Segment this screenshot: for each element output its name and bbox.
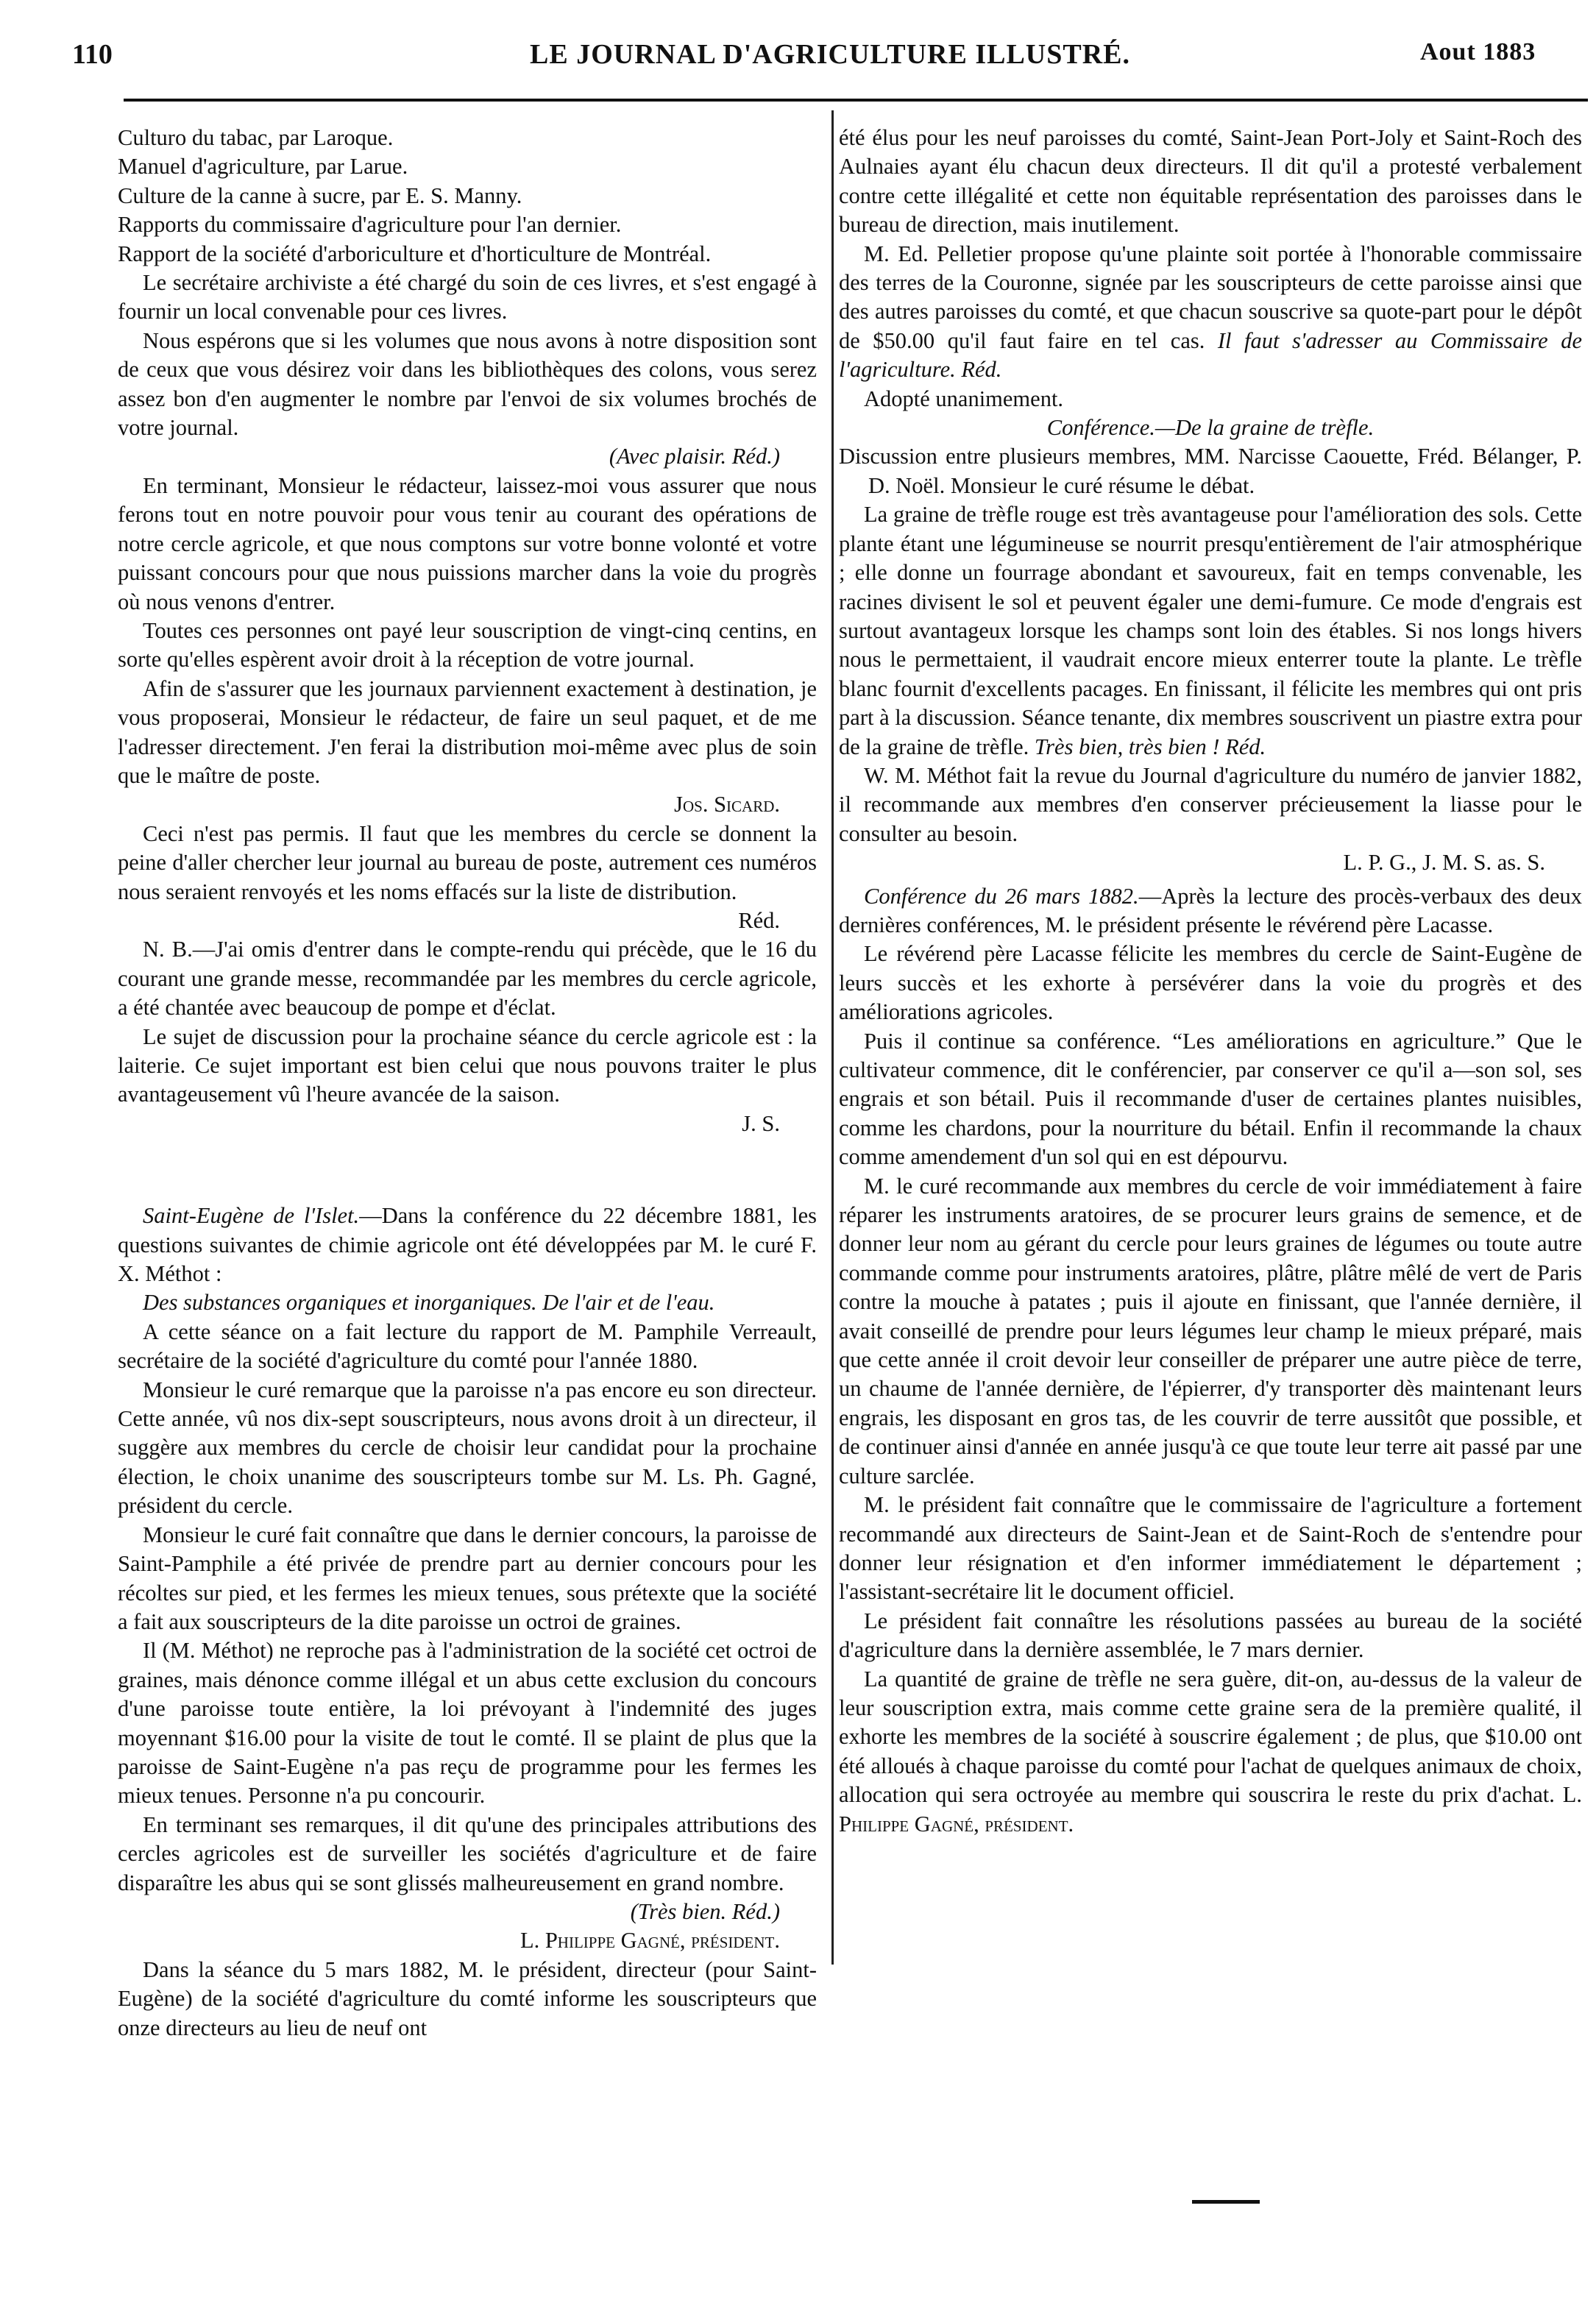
conference-title: Conférence du 26 mars 1882.: [864, 883, 1139, 909]
editor-reply: (Avec plaisir. Réd.): [609, 444, 780, 469]
editor-reply: (Très bien. Réd.): [630, 1898, 780, 1924]
editor-reply: Très bien, très bien ! Réd.: [1034, 734, 1266, 759]
left-column: [118, 124, 817, 2043]
signature: L. Philippe Gagné, président.: [519, 1928, 780, 1954]
paragraph: Ceci n'est pas permis. Il faut que les membres du cercle se donnent la peine d'aller chercher leur journal au bureau de poste, autrement ces numéros nous seraient renvoyés et les noms effacés sur la liste de distribution.: [118, 820, 817, 904]
paragraph: Afin de s'assurer que les journaux parviennent exactement à destination, je vous proposerai, Monsieur le rédacteur, de faire un seul paquet, et de me l'adresser directement. J'en ferai la distribution moi-même avec plus de soin que le maître de poste.: [118, 675, 817, 788]
section-title: Saint-Eugène de l'Islet.: [143, 1203, 360, 1229]
section-intro: Saint-Eugène de l'Islet.—Dans la conférence du 22 décembre 1881, les questions suivantes de chimie agricole ont été développées par M. le curé F. X. Méthot :: [118, 1203, 817, 1287]
topics: Des substances organiques et inorganiques. De l'air et de l'eau.: [143, 1290, 715, 1316]
paragraph: N. B.—J'ai omis d'entrer dans le compte-rendu qui précède, que le 16 du courant une grande messe, recommandée par les membres du cercle agricole, a été chantée avec beaucoup de pompe et d'éclat.: [118, 937, 817, 1021]
paragraph: Monsieur le curé fait connaître que dans le dernier concours, la paroisse de Saint-Pamphile a été privée de prendre part au dernier concours pour les récoltes sur pied, et les fermes les mieux tenues, sous prétexte que la société a fait aux souscripteurs de la dite paroisse un octroi de graines.: [118, 1522, 817, 1634]
conference-heading: Conférence.—De la graine de trèfle.: [1046, 415, 1375, 441]
signature: L. Philippe Gagné, président.: [839, 1782, 1582, 1837]
paragraph: Toutes ces personnes ont payé leur souscription de vingt-cinq centins, en sorte qu'elles espèrent avoir droit à la réception de votre journal.: [118, 617, 817, 673]
paragraph: En terminant ses remarques, il dit qu'une des principales attributions des cercles agricoles est de surveiller les sociétés d'agriculture et de faire disparaître les abus qui se sont glissés malheureusement en grand nombre.: [118, 1811, 817, 1895]
paragraph: été élus pour les neuf paroisses du comté, Saint-Jean Port-Joly et Saint-Roch des Aulnaies ayant élu chacun deux directeurs. Il dit qu'il a protesté verbalement contre cette illégalité et cette non équitable représentation des paroisses dans le bureau de direction, mais inutilement.: [839, 125, 1582, 238]
paragraph: A cette séance on a fait lecture du rapport de M. Pamphile Verreault, secrétaire de la société d'agriculture du comté pour l'année 1880.: [118, 1319, 817, 1374]
issue-date: Aout 1883: [1420, 38, 1536, 65]
paragraph: Il (M. Méthot) ne reproche pas à l'administration de la société cet octroi de graines, mais dénonce comme illégal et un abus cette exclusion du concours d'une paroisse toute entière, la loi prévoyant à l'indemnité des juges moyennant $16.00 pour la visite de tout le comté. Il se plaint de plus que la paroisse de Saint-Eugène n'a pas reçu de programme pour les fermes les mieux tenues. Personne n'a pu concourir.: [118, 1638, 817, 1809]
paragraph: La graine de trèfle rouge est très avantageuse pour l'amélioration des sols. Cette plante étant une légumineuse se nourrit presqu'entièrement de l'air atmosphérique ; elle donne un fourrage abondant et savoureux, fait en temps convenable, les racines divisent le sol et peuvent égaler une demi-fumure. Ce mode d'engrais est surtout avantageux lorsque les champs sont loin des étables. Si nos longs hivers nous le permettaient, il vaudrait encore mieux enterrer toute la plante. Le trèfle blanc fournit d'excellents pacages. En finissant, il félicite les membres qui ont pris part à la discussion. Séance tenante, dix membres souscrivent un piastre extra pour de la graine de trèfle. Très bien, très bien ! Réd.: [839, 502, 1582, 759]
book-item: Rapport de la société d'arboriculture et d'horticulture de Montréal.: [118, 241, 712, 266]
paragraph: Dans la séance du 5 mars 1882, M. le président, directeur (pour Saint-Eugène) de la société d'agriculture du comté informe les souscripteurs que onze directeurs au lieu de neuf ont: [118, 1956, 817, 2040]
book-item: Rapports du commissaire d'agriculture pour l'an dernier.: [118, 212, 622, 238]
paragraph: La quantité de graine de trèfle ne sera guère, dit-on, au-dessus de la valeur de leur souscription extra, mais comme cette graine sera de la première qualité, il exhorte les membres de la société à souscrire également ; de plus, que $10.00 ont été alloués à chaque paroisse du comté pour l'achat de quelques animaux de choix, allocation qui sera octroyée au membre qui souscrira le reste du prix d'achat. L. Philippe Gagné, président.: [839, 1666, 1582, 1837]
paragraph: M. le président fait connaître que le commissaire de l'agriculture a fortement recommandé aux directeurs de Saint-Jean et de Saint-Roch de s'entendre pour donner leur résignation et d'en informer immédiatement le département ; l'assistant-secrétaire lit le document officiel.: [839, 1492, 1582, 1605]
paragraph: En terminant, Monsieur le rédacteur, laissez-moi vous assurer que nous ferons tout en notre pouvoir pour vous tenir au courant des opérations de notre cercle agricole, et que nous comptons sur votre bonne volonté et votre puissant concours pour que nous puissions marcher dans la voie du progrès où nous venons d'entrer.: [118, 472, 817, 614]
signature: L. P. G., J. M. S. as. S.: [1343, 850, 1545, 876]
paragraph: Puis il continue sa conférence. “Les améliorations en agriculture.” Que le cultivateur commence, dit le conférencier, par conserver ce qu'il a—son sol, ses engrais et son bétail. Puis il recommande d'user de certaines plantes nuisibles, comme les chardons, pour la nourriture du bétail. Enfin il recommande la chaux comme amendement d'un sol qui en est dépourvu.: [839, 1028, 1582, 1170]
paragraph: M. le curé recommande aux membres du cercle de voir immédiatement à faire réparer les instruments aratoires, de se procurer leurs grains de semence, et de donner leur nom au gérant du cercle pour leurs graines de légumes ou toute autre commande comme pour instruments aratoires, plâtre, plâtre mêlé de vert de Paris contre la mouche à patates ; puis il ajoute en finissant, que l'année dernière, il avait conseillé de prendre pour leurs légumes leur champ le mieux préparé, mais que cette année il croit devoir leur conseiller de préparer une autre pièce de terre, un chaume de l'année dernière, de l'épierrer, d'y transporter dès maintenant leurs engrais, les disposant en gros tas, de les couvrir de terre aussitôt que possible, et de continuer ainsi d'année en année jusqu'à ce que toute leur terre ait passé par une culture sarclée.: [839, 1173, 1582, 1488]
paragraph: Adopté unanimement.: [864, 386, 1064, 411]
signature: J. S.: [742, 1110, 780, 1136]
paragraph: M. Ed. Pelletier propose qu'une plainte soit portée à l'honorable commissaire des terres de la Couronne, signée par les souscripteurs de cette paroisse ainsi que des autres paroisses du comté, et que chacun souscrive sa quote-part pour le dépôt de $50.00 qu'il faut faire en tel cas. Il faut s'adresser au Commissaire de l'agriculture. Réd.: [839, 241, 1583, 383]
page-header: [0, 0, 1596, 103]
header-rule: [124, 99, 1588, 102]
editor-signature: Réd.: [738, 907, 780, 933]
conference-intro: Conférence du 26 mars 1882.—Après la lecture des procès-verbaux des deux dernières conférences, M. le président présente le révérend père Lacasse.: [839, 883, 1582, 937]
column-divider: [831, 110, 834, 1965]
paragraph: Discussion entre plusieurs membres, MM. Narcisse Caouette, Fréd. Bélanger, P. D. Noël. Monsieur le curé résume le débat.: [839, 444, 1582, 498]
paragraph: Le révérend père Lacasse félicite les membres du cercle de Saint-Eugène de leurs succès et les exhorte à persévérer dans la voie du progrès et des améliorations agricoles.: [839, 941, 1582, 1025]
signature: Jos. Sicard.: [674, 792, 780, 817]
book-item: Manuel d'agriculture, par Larue.: [118, 154, 408, 180]
paragraph: Nous espérons que si les volumes que nous avons à notre disposition sont de ceux que vous désirez voir dans les bibliothèques des colons, vous serez assez bon d'en augmenter le nombre par l'envoi de six volumes brochés de votre journal.: [118, 327, 817, 441]
book-list: [118, 124, 817, 269]
paragraph: Le sujet de discussion pour la prochaine séance du cercle agricole est : la laiterie. Ce sujet important est bien celui que nous pouvons traiter le plus avantageusement vû l'heure avancée de la saison.: [118, 1023, 817, 1107]
journal-title: LE JOURNAL D'AGRICULTURE ILLUSTRÉ.: [530, 39, 1131, 70]
paragraph: Le président fait connaître les résolutions passées au bureau de la société d'agriculture dans la dernière assemblée, le 7 mars dernier.: [839, 1608, 1582, 1663]
editor-note: Il faut s'adresser au Commissaire de l'agriculture. Réd.: [839, 327, 1583, 383]
section-gap: [118, 1138, 817, 1202]
page-number: 110: [72, 39, 113, 70]
paragraph: Monsieur le curé remarque que la paroisse n'a pas encore eu son directeur. Cette année, vû nos dix-sept souscripteurs, nous avons droit à un directeur, il suggère aux membres du cercle de choisir leur candidat pour la prochaine élection, le choix unanime des souscripteurs tombe sur M. Ls. Ph. Gagné, président du cercle.: [118, 1377, 817, 1519]
end-rule: [1192, 2200, 1260, 2204]
book-item: Culturo du tabac, par Laroque.: [118, 125, 394, 150]
book-item: Culture de la canne à sucre, par E. S. Manny.: [118, 182, 522, 208]
right-column: [839, 124, 1582, 1839]
paragraph: Le secrétaire archiviste a été chargé du soin de ces livres, et s'est engagé à fournir un local convenable pour ces livres.: [118, 270, 817, 324]
paragraph: W. M. Méthot fait la revue du Journal d'agriculture du numéro de janvier 1882, il recommande aux membres d'en conserver précieusement la liasse pour le consulter au besoin.: [839, 762, 1582, 846]
